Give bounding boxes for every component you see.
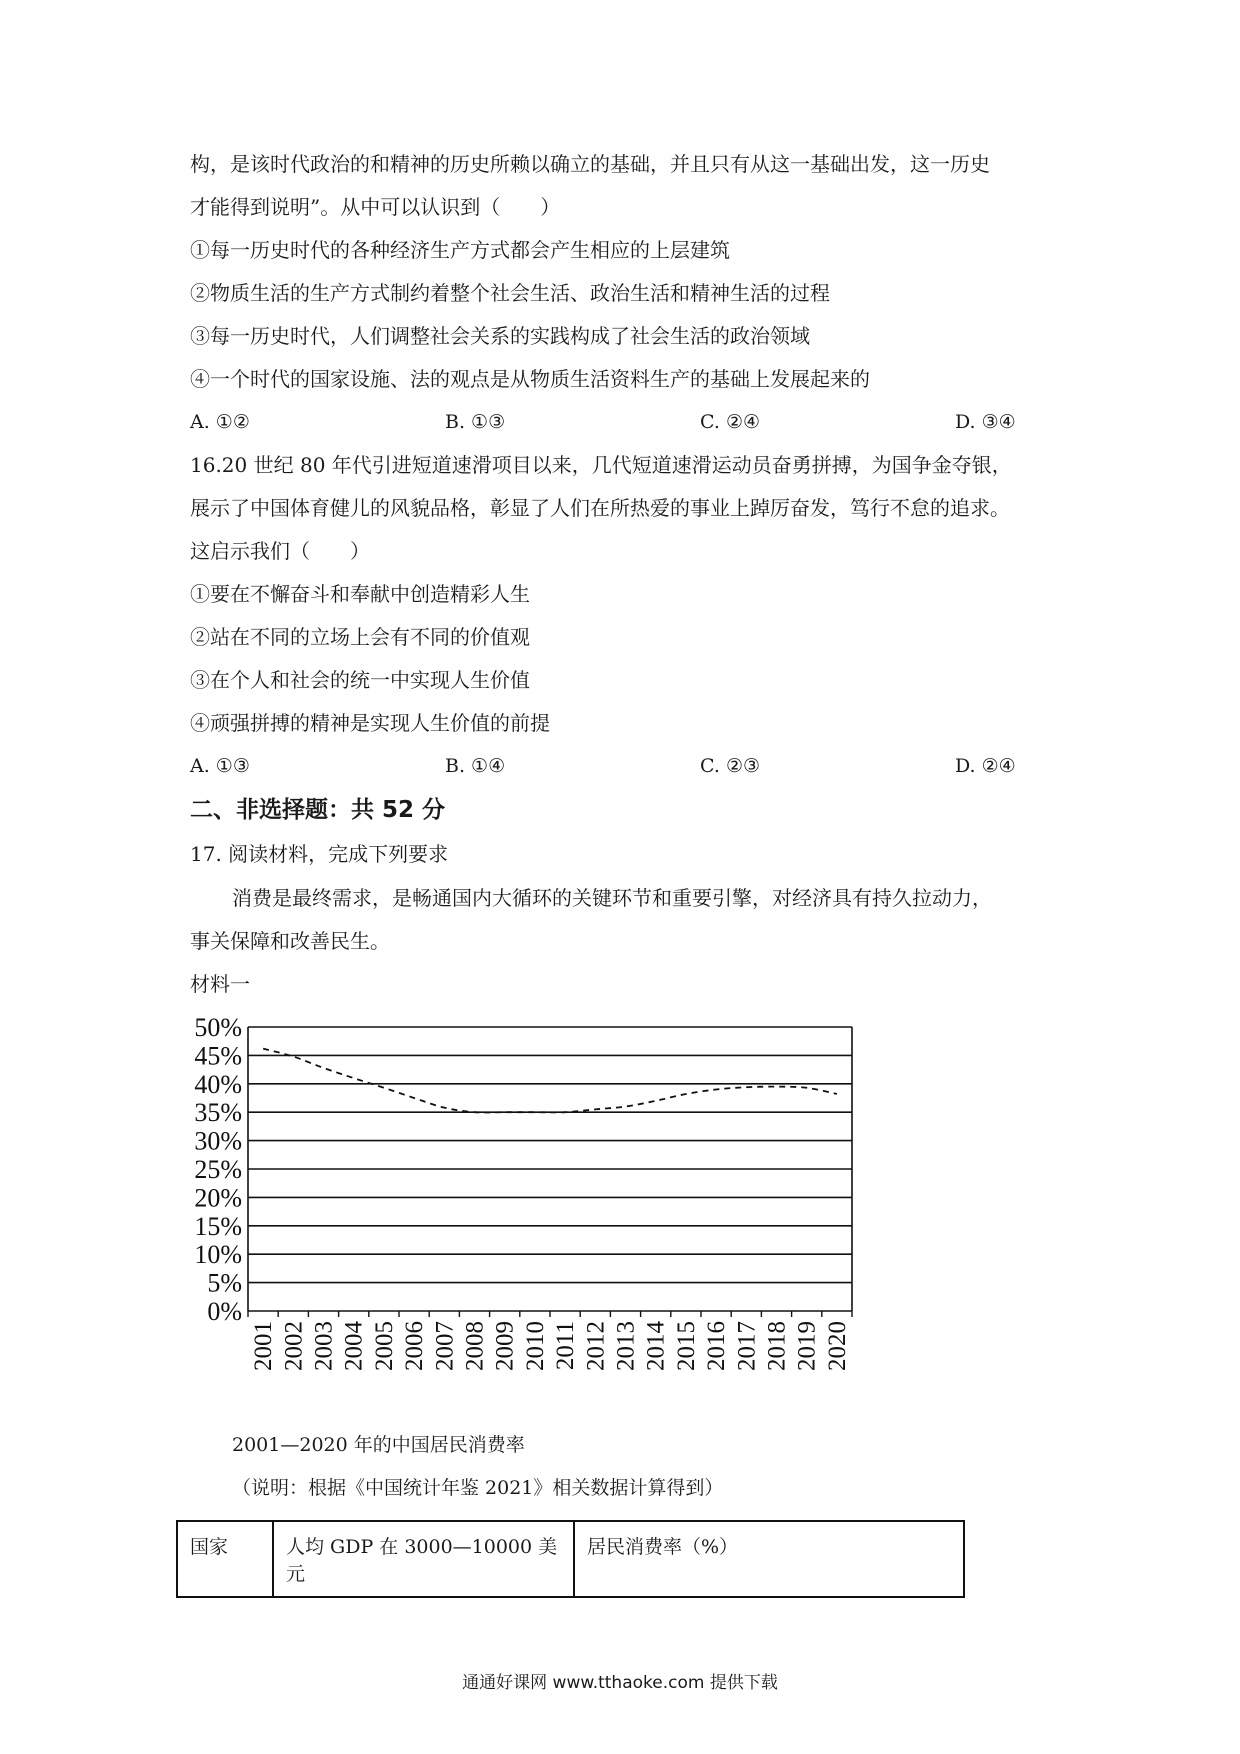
- y-tick-label: 45%: [194, 1041, 242, 1071]
- x-tick-label: 2016: [703, 1321, 731, 1371]
- x-tick-label: 2003: [310, 1321, 338, 1371]
- q16-line-2: 展示了中国体育健儿的风貌品格，彰显了人们在所热爱的事业上踔厉奋发，笃行不怠的追求。: [190, 496, 1010, 520]
- x-tick-label: 2009: [491, 1321, 519, 1371]
- material-1-label: 材料一: [190, 972, 250, 996]
- chart-grid: [248, 1027, 852, 1311]
- q16-statement-3: ③在个人和社会的统一中实现人生价值: [190, 668, 530, 692]
- x-tick-label: 2015: [672, 1321, 700, 1371]
- q15-line-2: 才能得到说明”。从中可以认识到（ ）: [190, 195, 561, 219]
- x-tick-label: 2004: [340, 1321, 368, 1371]
- table-header-row: [177, 1521, 964, 1597]
- table-header-consumption-rate: 居民消费率（%）: [574, 1521, 964, 1597]
- x-tick-label: 2005: [370, 1321, 398, 1371]
- x-tick-label: 2019: [793, 1321, 821, 1371]
- q16-option-a: A. ①③: [190, 755, 250, 777]
- x-tick-label: 2013: [612, 1321, 640, 1371]
- q16-line-1: 16.20 世纪 80 年代引进短道速滑项目以来，几代短道速滑运动员奋勇拼搏，为国争金夺银，: [190, 453, 1012, 477]
- y-tick-label: 40%: [194, 1069, 242, 1099]
- x-tick-label: 2007: [431, 1321, 459, 1371]
- q16-option-b: B. ①④: [445, 755, 506, 777]
- chart-y-ticks: [194, 1013, 242, 1326]
- q15-statement-2: ②物质生活的生产方式制约着整个社会生活、政治生活和精神生活的过程: [190, 281, 830, 305]
- table-header-gdp: 人均 GDP 在 3000—10000 美元: [273, 1521, 574, 1597]
- y-tick-label: 30%: [194, 1126, 242, 1156]
- y-tick-label: 50%: [194, 1013, 242, 1042]
- x-tick-label: 2018: [763, 1321, 791, 1371]
- series-line: [263, 1049, 837, 1113]
- x-tick-label: 2008: [461, 1321, 489, 1371]
- q15-statement-1: ①每一历史时代的各种经济生产方式都会产生相应的上层建筑: [190, 238, 730, 262]
- chart-series: [263, 1048, 837, 1112]
- q15-statement-4: ④一个时代的国家设施、法的观点是从物质生活资料生产的基础上发展起来的: [190, 367, 870, 391]
- x-tick-label: 2006: [401, 1321, 429, 1371]
- x-tick-label: 2014: [642, 1321, 670, 1371]
- y-tick-label: 10%: [194, 1240, 242, 1270]
- chart-note: （说明：根据《中国统计年鉴 2021》相关数据计算得到）: [232, 1477, 724, 1499]
- q16-line-3: 这启示我们（ ）: [190, 539, 370, 563]
- x-tick-label: 2020: [823, 1321, 851, 1371]
- x-tick-label: 2010: [521, 1321, 549, 1371]
- x-tick-label: 2011: [552, 1321, 580, 1371]
- q15-line-1: 构，是该时代政治的和精神的历史所赖以确立的基础，并且只有从这一基础出发，这一历史: [190, 152, 990, 176]
- y-tick-label: 20%: [194, 1183, 242, 1213]
- q15-statement-3: ③每一历史时代，人们调整社会关系的实践构成了社会生活的政治领域: [190, 324, 810, 348]
- y-tick-label: 5%: [207, 1268, 242, 1298]
- q15-option-b: B. ①③: [445, 411, 506, 433]
- q16-statement-2: ②站在不同的立场上会有不同的价值观: [190, 625, 530, 649]
- q16-statement-4: ④顽强拼搏的精神是实现人生价值的前提: [190, 711, 550, 735]
- table-header-country: 国家: [177, 1521, 273, 1597]
- y-tick-label: 15%: [194, 1211, 242, 1241]
- q16-option-d: D. ②④: [955, 755, 1016, 777]
- y-tick-label: 25%: [194, 1155, 242, 1184]
- q17-intro-line-1: 消费是最终需求，是畅通国内大循环的关键环节和重要引擎，对经济具有持久拉动力，: [232, 886, 992, 910]
- x-tick-label: 2001: [250, 1321, 278, 1371]
- section-2-heading: 二、非选择题：共 52 分: [190, 797, 446, 823]
- q15-option-d: D. ③④: [955, 411, 1016, 433]
- q16-option-c: C. ②③: [700, 755, 761, 777]
- q17-title: 17. 阅读材料，完成下列要求: [190, 842, 449, 866]
- chart-x-ticks: [248, 1311, 852, 1371]
- gdp-consumption-table: [176, 1520, 965, 1598]
- consumption-rate-chart: [170, 1005, 870, 1405]
- q17-intro-line-2: 事关保障和改善民生。: [190, 929, 390, 953]
- x-tick-label: 2017: [733, 1321, 761, 1371]
- q15-option-a: A. ①②: [190, 411, 250, 433]
- page-footer: 通通好课网 www.tthaoke.com 提供下载: [462, 1673, 778, 1693]
- y-tick-label: 35%: [194, 1098, 242, 1128]
- chart-caption: 2001—2020 年的中国居民消费率: [232, 1434, 525, 1456]
- x-tick-label: 2012: [582, 1321, 610, 1371]
- y-tick-label: 0%: [207, 1297, 242, 1326]
- q15-option-c: C. ②④: [700, 411, 761, 433]
- x-tick-label: 2002: [280, 1321, 308, 1371]
- q16-statement-1: ①要在不懈奋斗和奉献中创造精彩人生: [190, 582, 530, 606]
